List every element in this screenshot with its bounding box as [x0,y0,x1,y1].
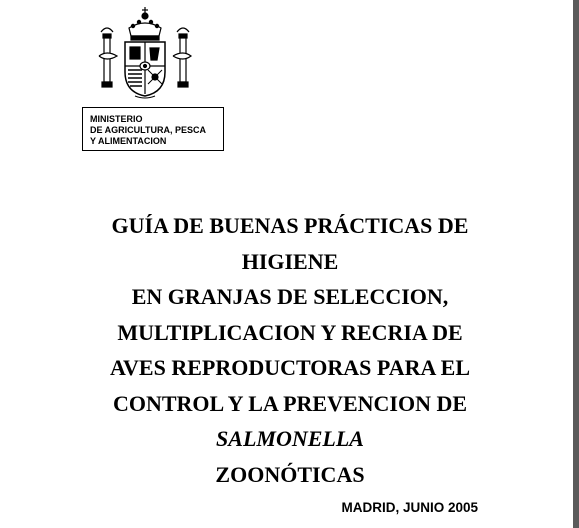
ministry-line-2: DE AGRICULTURA, PESCA [90,125,207,135]
document-title [40,208,540,492]
spain-coat-of-arms-icon [95,4,195,100]
title-italic-term: SALMONELLA [216,426,364,451]
ministry-label-box [82,107,224,151]
title-line-7-rest: ZOONÓTICAS [215,461,365,487]
viewer-edge [573,0,579,528]
ministry-line-1: MINISTERIO [90,114,143,124]
title-line-3: EN GRANJAS DE SELECCION, [131,284,449,309]
ministry-line-3: Y ALIMENTACION [90,136,167,146]
title-line-4: MULTIPLICACION Y RECRIA DE [117,319,463,345]
title-line-1: GUÍA DE BUENAS PRÁCTICAS DE [111,213,469,238]
place-date: MADRID, JUNIO 2005 [341,500,478,515]
title-line-6: CONTROL Y LA PREVENCION DE [112,390,468,416]
title-line-2: HIGIENE [241,248,339,274]
title-line-5: AVES REPRODUCTORAS PARA EL [109,355,470,380]
title-line-7 [40,421,540,492]
